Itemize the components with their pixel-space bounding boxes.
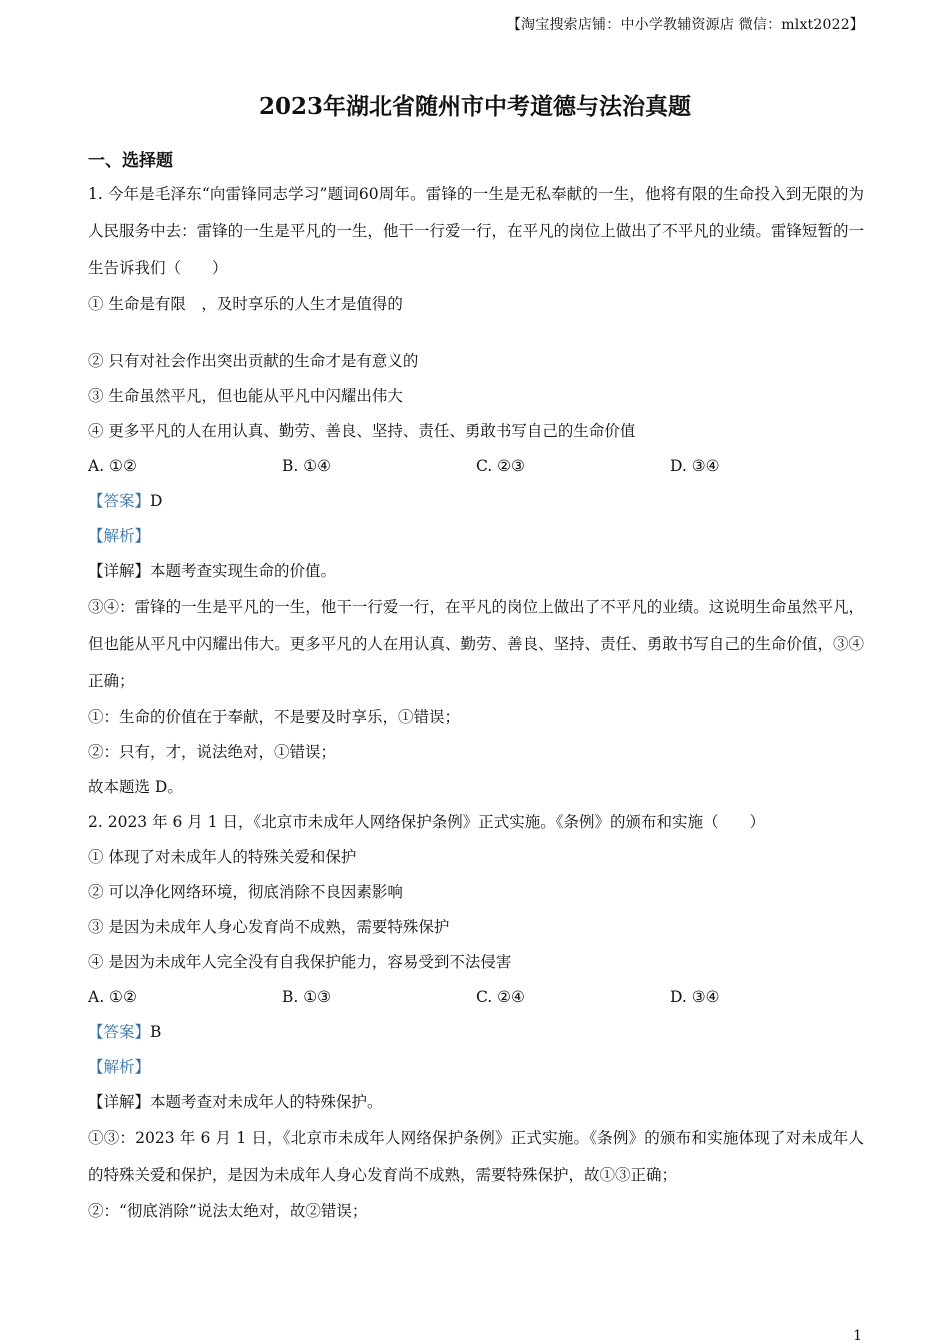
section-heading: 一、选择题	[88, 151, 173, 171]
q1-explain-2: ①：生命的价值在于奉献，不是要及时享乐，①错误；	[88, 708, 461, 726]
q2-stem: 2. 2023 年 6 月 1 日，《北京市未成年人网络保护条例》正式实施。《条例》的颁布和实施（ ）	[88, 813, 766, 831]
q1-item-1: ① 生命是有限 ，及时享乐的人生才是值得的	[88, 295, 403, 313]
q1-option-b: B. ①④	[282, 457, 332, 475]
document-body	[88, 176, 864, 1229]
q1-item-3: ③ 生命虽然平凡，但也能从平凡中闪耀出伟大	[88, 387, 403, 405]
q1-detail: 【详解】本题考查实现生命的价值。	[88, 562, 337, 580]
q1-item-2: ② 只有对社会作出突出贡献的生命才是有意义的	[88, 352, 419, 370]
answer-tag: 【答案】	[88, 1023, 151, 1041]
q1-option-d: D. ③④	[670, 457, 720, 475]
q2-option-d: D. ③④	[670, 988, 720, 1006]
q1-option-c: C. ②③	[476, 457, 525, 475]
q2-item-4: ④ 是因为未成年人完全没有自我保护能力，容易受到不法侵害	[88, 953, 512, 971]
q2-item-2: ② 可以净化网络环境，彻底消除不良因素影响	[88, 883, 403, 901]
q1-answer	[88, 484, 864, 519]
q2-answer	[88, 1015, 864, 1050]
answer-value: D	[150, 492, 163, 510]
q2-detail: 【详解】本题考查对未成年人的特殊保护。	[88, 1093, 383, 1111]
page-number: 1	[853, 1328, 862, 1344]
q1-item-4: ④ 更多平凡的人在用认真、勤劳、善良、坚持、责任、勇敢书写自己的生命价值	[88, 422, 636, 440]
q2-explain-1: ①③：2023 年 6 月 1 日，《北京市未成年人网络保护条例》正式实施。《条例》的颁布和实施体现了对未成年人的特殊关爱和保护，是因为未成年人身心发育尚不成熟，需要特殊保护，故①③正确；	[88, 1129, 864, 1184]
q1-option-a: A. ①②	[88, 457, 137, 475]
answer-value: B	[150, 1023, 162, 1041]
q2-option-a: A. ①②	[88, 988, 137, 1006]
header-note: 【淘宝搜索店铺：中小学教辅资源店 微信：mlxt2022】	[506, 17, 864, 33]
q2-analysis-tag: 【解析】	[88, 1058, 151, 1076]
q2-option-b: B. ①③	[282, 988, 332, 1006]
answer-tag: 【答案】	[88, 492, 151, 510]
q2-options	[88, 980, 864, 1015]
q1-stem: 1. 今年是毛泽东“向雷锋同志学习”题词60周年。雷锋的一生是无私奉献的一生，他将有限的生命投入到无限的为人民服务中去：雷锋的一生是平凡的一生，他干一行爱一行，在平凡的岗位上做出了不平凡的业绩。雷锋短暂的一生告诉我们（ ）	[88, 185, 864, 277]
q2-explain-2: ②：“彻底消除”说法太绝对，故②错误；	[88, 1202, 368, 1220]
q1-options	[88, 449, 864, 484]
q2-option-c: C. ②④	[476, 988, 525, 1006]
document-title: 2023年湖北省随州市中考道德与法治真题	[258, 93, 691, 120]
q2-item-3: ③ 是因为未成年人身心发育尚不成熟，需要特殊保护	[88, 918, 450, 936]
q1-explain-3: ②：只有，才，说法绝对，①错误；	[88, 743, 337, 761]
q1-analysis-tag: 【解析】	[88, 527, 151, 545]
q1-conclusion: 故本题选 D。	[88, 778, 183, 796]
q2-item-1: ① 体现了对未成年人的特殊关爱和保护	[88, 848, 357, 866]
q1-explain-1: ③④：雷锋的一生是平凡的一生，他干一行爱一行，在平凡的岗位上做出了不平凡的业绩。这说明生命虽然平凡，但也能从平凡中闪耀出伟大。更多平凡的人在用认真、勤劳、善良、坚持、责任、勇敢书写自己的生命价值，③④正确；	[88, 598, 864, 690]
